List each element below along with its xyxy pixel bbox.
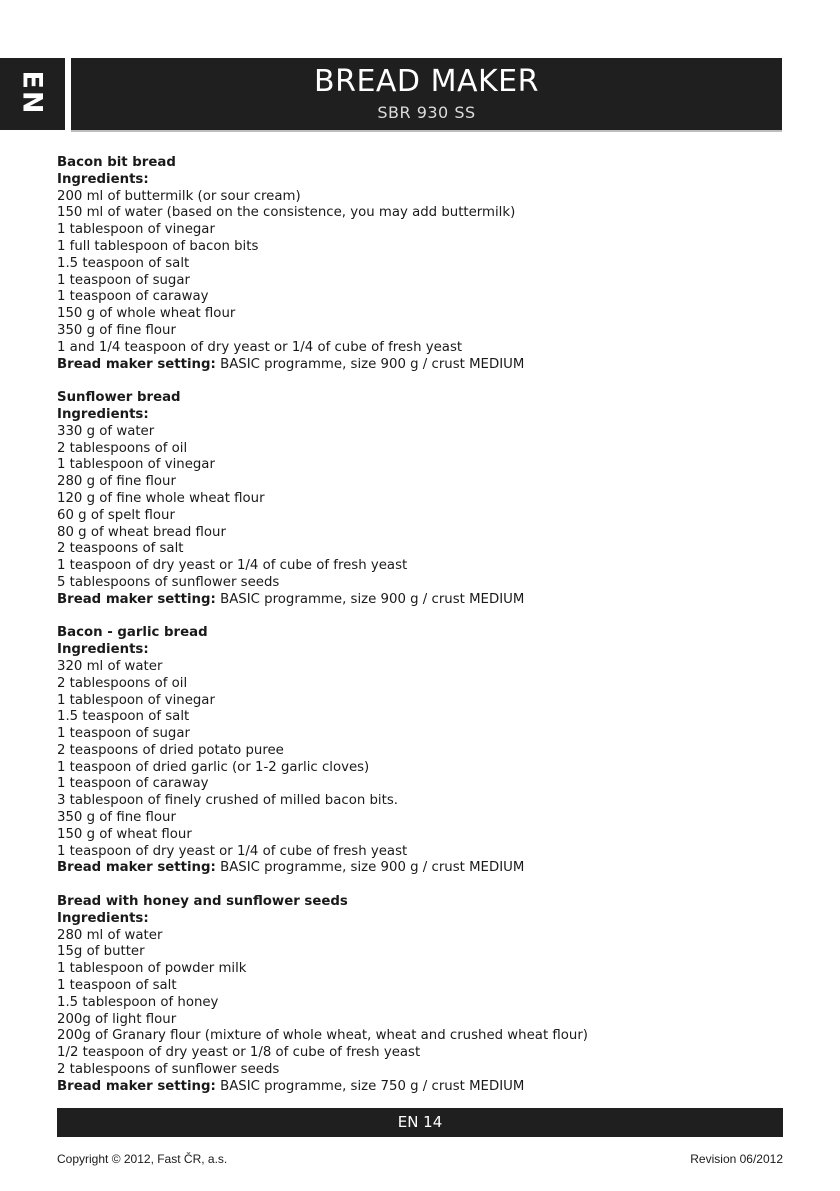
bread-maker-setting xyxy=(57,1079,797,1096)
model-number: SBR 930 SS xyxy=(377,103,476,122)
ingredient-item: 350 g of fine flour xyxy=(57,322,176,338)
ingredients-label: Ingredients: xyxy=(57,171,149,187)
ingredient-item: 1 teaspoon of dried garlic (or 1-2 garlic cloves) xyxy=(57,759,370,775)
copyright-text: Copyright © 2012, Fast ČR, a.s. xyxy=(57,1152,228,1166)
recipe-section xyxy=(57,390,797,608)
ingredient-item: 320 ml of water xyxy=(57,658,163,674)
recipe-section xyxy=(57,155,797,373)
ingredient-item: 150 g of wheat flour xyxy=(57,826,192,842)
ingredient-item: 1.5 teaspoon of salt xyxy=(57,255,190,271)
setting-value: BASIC programme, size 900 g / crust MEDIUM xyxy=(215,860,525,876)
ingredient-item: 80 g of wheat bread flour xyxy=(57,524,226,540)
ingredient-item: 200g of Granary flour (mixture of whole wheat, wheat and crushed wheat flour) xyxy=(57,1028,588,1044)
ingredient-item: 1.5 teaspoon of salt xyxy=(57,709,190,725)
setting-label: Bread maker setting: xyxy=(57,860,216,876)
ingredient-item: 1 tablespoon of powder milk xyxy=(57,961,247,977)
ingredient-item: 1 teaspoon of sugar xyxy=(57,726,190,742)
footer-bar xyxy=(57,1108,783,1137)
ingredient-item: 150 g of whole wheat flour xyxy=(57,306,236,322)
recipe-title: Bacon bit bread xyxy=(57,155,176,170)
page-title: BREAD MAKER xyxy=(314,64,539,99)
ingredient-item: 15g of butter xyxy=(57,944,145,960)
recipe-section xyxy=(57,625,797,877)
ingredient-item: 1 full tablespoon of bacon bits xyxy=(57,238,259,254)
ingredient-item: 200g of light flour xyxy=(57,1011,177,1027)
header-bar xyxy=(71,58,782,130)
ingredient-item: 3 tablespoon of finely crushed of milled bacon bits. xyxy=(57,793,398,809)
ingredient-item: 2 teaspoons of salt xyxy=(57,541,184,557)
ingredient-item: 2 teaspoons of dried potato puree xyxy=(57,742,284,758)
ingredient-item: 1 tablespoon of vinegar xyxy=(57,692,215,708)
ingredient-item: 2 tablespoons of oil xyxy=(57,440,188,456)
ingredients-label: Ingredients: xyxy=(57,406,149,422)
language-label: EN xyxy=(16,70,48,116)
ingredient-item: 1 teaspoon of caraway xyxy=(57,776,209,792)
ingredient-item: 1 teaspoon of salt xyxy=(57,978,177,994)
ingredient-item: 330 g of water xyxy=(57,423,155,439)
bread-maker-setting xyxy=(57,592,797,609)
ingredient-item: 2 tablespoons of sunflower seeds xyxy=(57,1062,280,1078)
page-number: EN 14 xyxy=(397,1113,443,1131)
ingredient-item: 1 tablespoon of vinegar xyxy=(57,457,215,473)
ingredient-item: 200 ml of buttermilk (or sour cream) xyxy=(57,188,301,204)
ingredients-label: Ingredients: xyxy=(57,910,149,926)
ingredient-item: 1/2 teaspoon of dry yeast or 1/8 of cube of fresh yeast xyxy=(57,1045,421,1061)
setting-value: BASIC programme, size 900 g / crust MEDIUM xyxy=(215,591,525,607)
bread-maker-setting xyxy=(57,860,797,877)
ingredient-item: 350 g of fine flour xyxy=(57,810,176,826)
ingredient-item: 2 tablespoons of oil xyxy=(57,675,188,691)
setting-value: BASIC programme, size 900 g / crust MEDIUM xyxy=(215,356,525,372)
recipe-title: Bacon - garlic bread xyxy=(57,625,208,641)
recipe-title: Sunflower bread xyxy=(57,390,181,406)
setting-label: Bread maker setting: xyxy=(57,356,216,372)
ingredient-item: 1 teaspoon of dry yeast or 1/4 of cube of fresh yeast xyxy=(57,558,408,574)
ingredient-item: 1 teaspoon of sugar xyxy=(57,272,190,288)
revision-text: Revision 06/2012 xyxy=(690,1152,783,1166)
ingredient-item: 150 ml of water (based on the consistence, you may add buttermilk) xyxy=(57,205,516,221)
ingredient-item: 5 tablespoons of sunflower seeds xyxy=(57,574,280,590)
ingredient-item: 280 g of fine flour xyxy=(57,474,176,490)
ingredient-item: 60 g of spelt flour xyxy=(57,507,175,523)
recipe-title: Bread with honey and sunflower seeds xyxy=(57,894,348,910)
ingredient-item: 1 tablespoon of vinegar xyxy=(57,222,215,238)
ingredient-item: 1 and 1/4 teaspoon of dry yeast or 1/4 of cube of fresh yeast xyxy=(57,339,463,355)
ingredient-item: 1 teaspoon of dry yeast or 1/4 of cube of fresh yeast xyxy=(57,843,408,859)
ingredient-item: 1.5 tablespoon of honey xyxy=(57,994,219,1010)
recipe-list xyxy=(57,155,797,1112)
ingredient-item: 1 teaspoon of caraway xyxy=(57,289,209,305)
ingredient-item: 120 g of fine whole wheat flour xyxy=(57,490,265,506)
ingredient-item: 280 ml of water xyxy=(57,927,163,943)
recipe-section xyxy=(57,894,797,1096)
setting-label: Bread maker setting: xyxy=(57,591,216,607)
setting-label: Bread maker setting: xyxy=(57,1078,216,1094)
bread-maker-setting xyxy=(57,357,797,374)
setting-value: BASIC programme, size 750 g / crust MEDIUM xyxy=(215,1078,525,1094)
ingredients-label: Ingredients: xyxy=(57,642,149,658)
